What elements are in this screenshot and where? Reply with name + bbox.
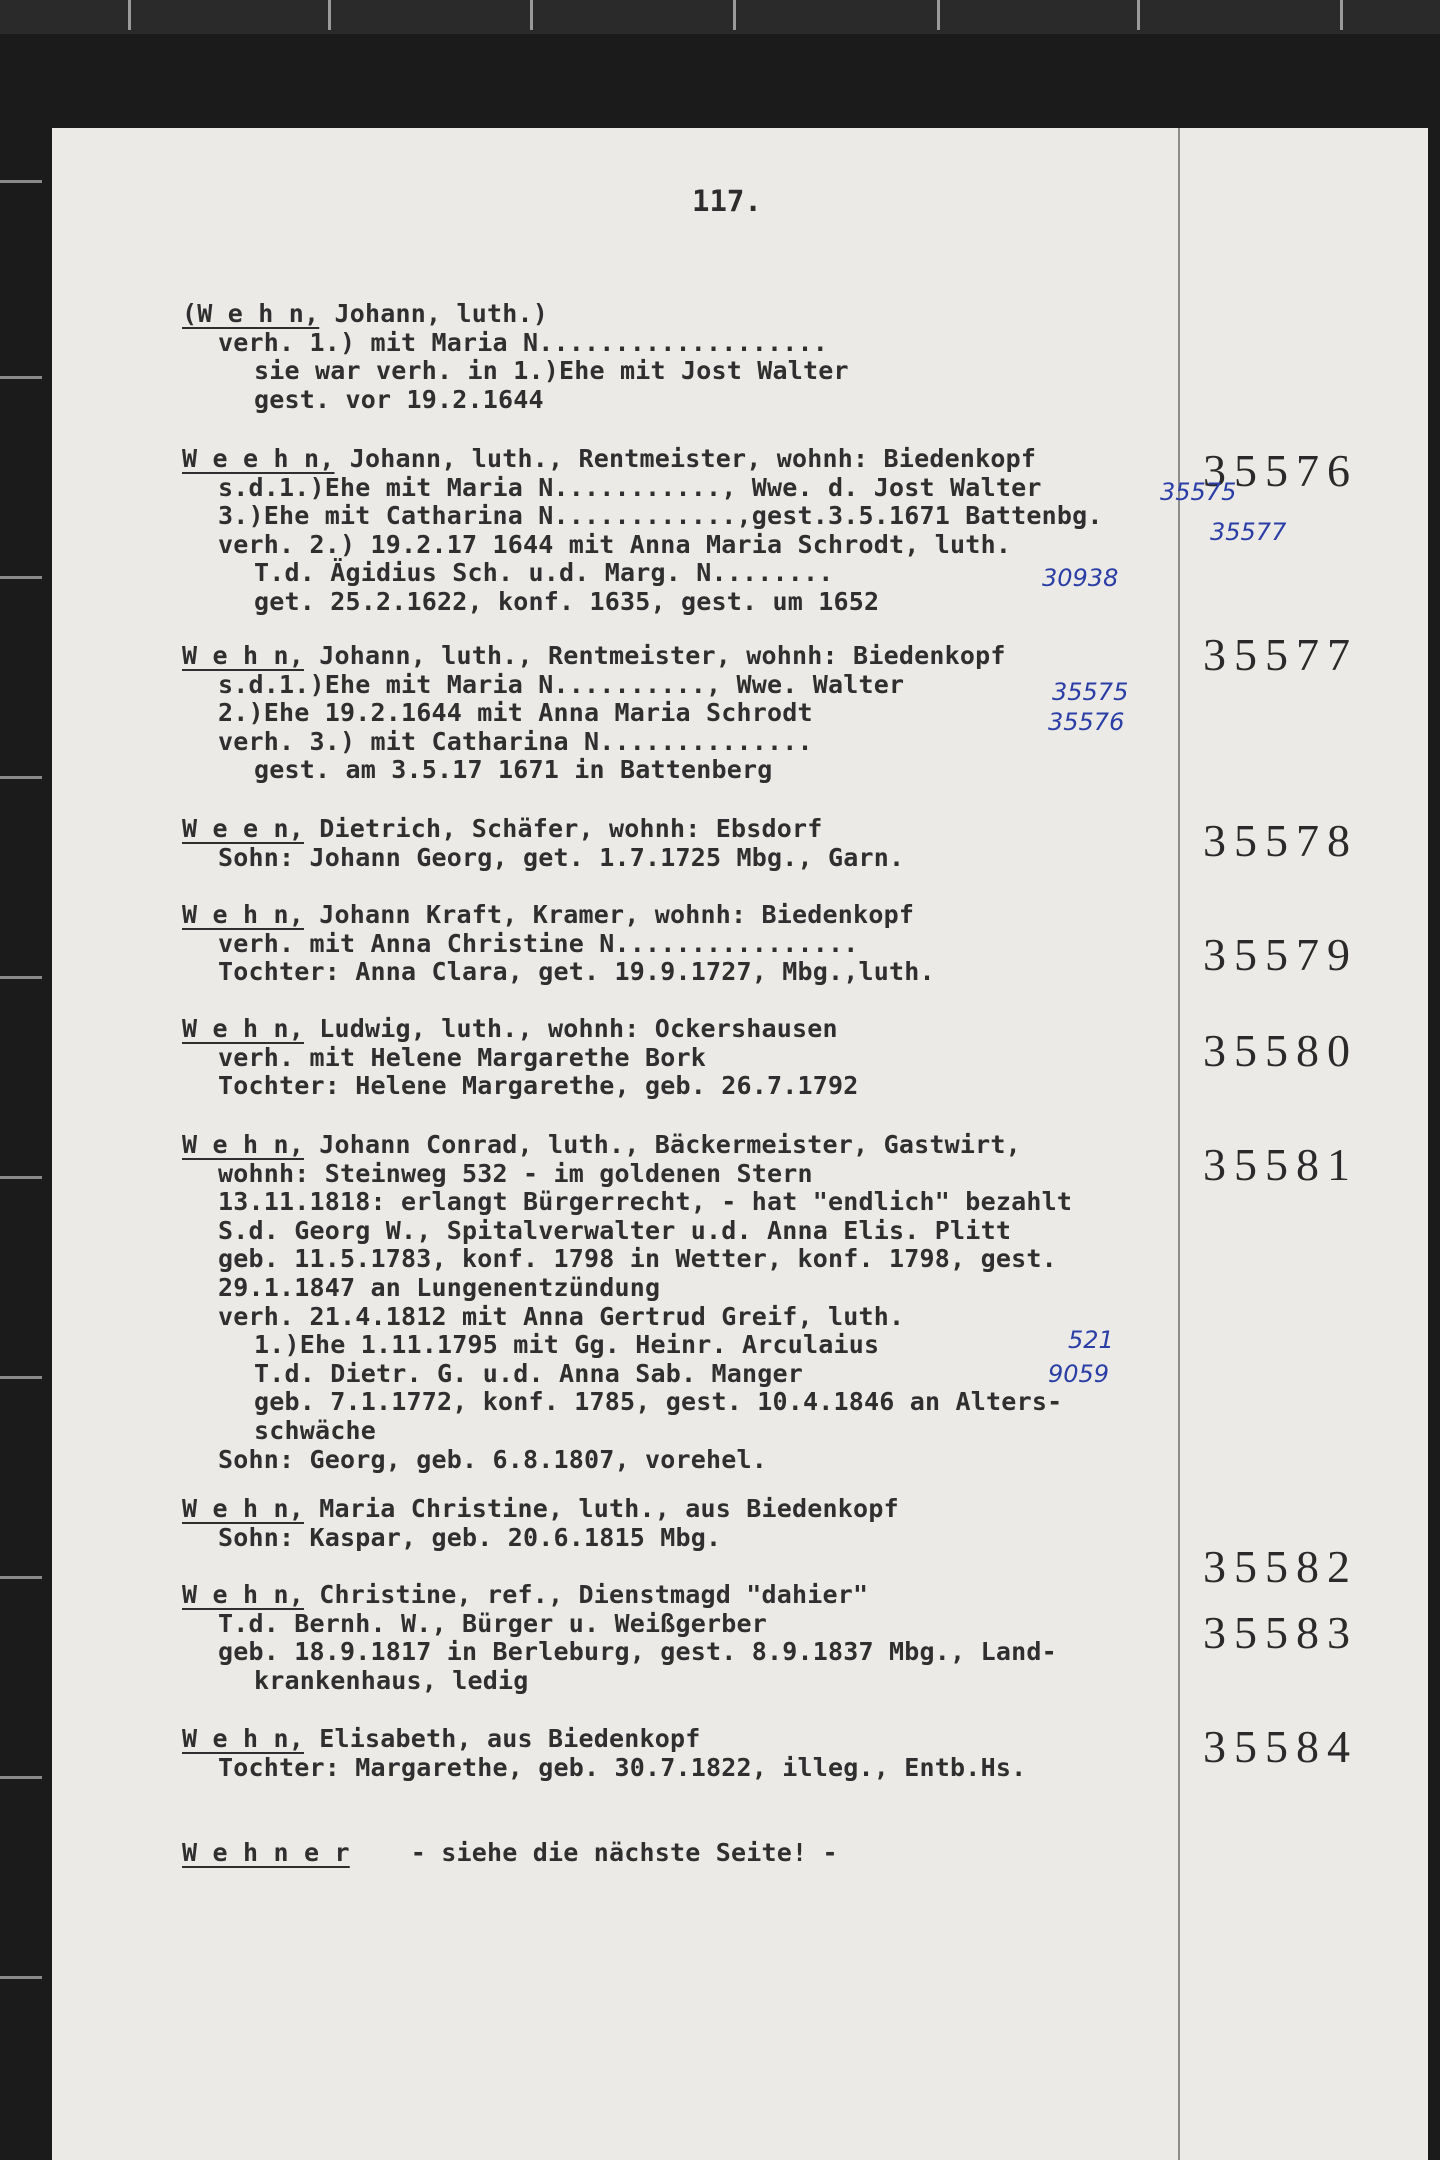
register-number: 35581 xyxy=(1203,1139,1358,1190)
register-entry xyxy=(182,1581,1272,1695)
entry-line: gest. am 3.5.17 1671 in Battenberg xyxy=(254,755,773,785)
film-tick xyxy=(530,0,533,30)
entry-line: geb. 7.1.1772, konf. 1785, gest. 10.4.1846 an Alters- xyxy=(254,1387,1063,1417)
film-tick xyxy=(128,0,131,30)
entry-surname: W e h n, xyxy=(182,641,305,670)
handwritten-note: 35577 xyxy=(1210,518,1287,546)
entry-headline xyxy=(182,300,1272,329)
entry-line: get. 25.2.1622, konf. 1635, gest. um 1652 xyxy=(254,586,880,616)
entry-text: - siehe die nächste Seite! - xyxy=(349,1838,838,1867)
register-number: 35576 xyxy=(1203,445,1358,496)
entry-surname: W e e h n, xyxy=(182,444,335,473)
entry-line: 3.)Ehe mit Catharina N............,gest.3.5.1671 Battenbg. xyxy=(218,501,1103,531)
handwritten-note: 35576 xyxy=(1048,708,1125,736)
film-mark xyxy=(0,1976,42,1979)
entry-headline xyxy=(182,642,1272,671)
register-entry xyxy=(182,815,1272,872)
film-mark xyxy=(0,1776,42,1779)
entry-line: Sohn: Kaspar, geb. 20.6.1815 Mbg. xyxy=(218,1522,722,1552)
entry-line: gest. vor 19.2.1644 xyxy=(254,384,544,414)
register-entry xyxy=(182,1131,1272,1474)
entry-surname: W e h n, xyxy=(182,1724,305,1753)
register-number: 35584 xyxy=(1203,1721,1358,1772)
film-mark xyxy=(0,1576,42,1579)
entry-line: S.d. Georg W., Spitalverwalter u.d. Anna Elis. Plitt xyxy=(218,1215,1012,1245)
film-strip-left xyxy=(0,130,50,2160)
entry-line: verh. 21.4.1812 mit Anna Gertrud Greif, luth. xyxy=(218,1301,905,1331)
register-number: 35582 xyxy=(1203,1541,1358,1592)
film-mark xyxy=(0,180,42,183)
entry-headline xyxy=(182,815,1272,844)
entry-surname: W e h n, xyxy=(182,1130,305,1159)
entry-line: T.d. Ägidius Sch. u.d. Marg. N........ xyxy=(254,558,834,588)
entry-line: 1.)Ehe 1.11.1795 mit Gg. Heinr. Arculaius xyxy=(254,1330,880,1360)
entry-line: Sohn: Georg, geb. 6.8.1807, vorehel. xyxy=(218,1444,768,1474)
handwritten-note: 35575 xyxy=(1160,478,1237,506)
entry-line: 2.)Ehe 19.2.1644 mit Anna Maria Schrodt xyxy=(218,698,813,728)
register-entry xyxy=(182,1015,1272,1101)
entry-line: T.d. Bernh. W., Bürger u. Weißgerber xyxy=(218,1608,768,1638)
register-entry xyxy=(182,1725,1272,1782)
entry-surname: W e e n, xyxy=(182,814,305,843)
entry-surname: W e h n, xyxy=(182,900,305,929)
entry-line: 13.11.1818: erlangt Bürgerrecht, - hat "endlich" bezahlt xyxy=(218,1187,1073,1217)
entry-text: Elisabeth, aus Biedenkopf xyxy=(304,1724,701,1753)
film-tick xyxy=(733,0,736,30)
entry-line: s.d.1.)Ehe mit Maria N..........., Wwe. d. Jost Walter xyxy=(218,472,1042,502)
register-number: 35579 xyxy=(1203,929,1358,980)
entry-text: Johann, luth., Rentmeister, wohnh: Biedenkopf xyxy=(304,641,1006,670)
entry-line: verh. 3.) mit Catharina N.............. xyxy=(218,726,813,756)
entry-headline xyxy=(182,1581,1272,1610)
film-mark xyxy=(0,776,42,779)
handwritten-note: 521 xyxy=(1068,1326,1114,1354)
entry-headline xyxy=(182,1839,1272,1868)
entry-headline xyxy=(182,1131,1272,1160)
film-tick xyxy=(1340,0,1343,30)
entry-surname: W e h n e r xyxy=(182,1838,350,1867)
entry-text: Johann, luth., Rentmeister, wohnh: Biedenkopf xyxy=(334,444,1037,473)
register-number: 35578 xyxy=(1203,815,1358,866)
entry-text: Maria Christine, luth., aus Biedenkopf xyxy=(304,1494,899,1523)
film-mark xyxy=(0,1176,42,1179)
entry-surname: W e h n, xyxy=(182,1494,305,1523)
entry-text: Christine, ref., Dienstmagd "dahier" xyxy=(304,1580,869,1609)
register-entry xyxy=(182,300,1272,414)
entry-surname: W e h n, xyxy=(182,1014,305,1043)
entry-headline xyxy=(182,1725,1272,1754)
entry-line: geb. 11.5.1783, konf. 1798 in Wetter, konf. 1798, gest. xyxy=(218,1244,1057,1274)
register-number: 35577 xyxy=(1203,629,1358,680)
register-number: 35583 xyxy=(1203,1607,1358,1658)
film-strip-top xyxy=(0,0,1440,34)
entry-line: T.d. Dietr. G. u.d. Anna Sab. Manger xyxy=(254,1358,804,1388)
entry-line: sie war verh. in 1.)Ehe mit Jost Walter xyxy=(254,356,849,386)
entry-line: krankenhaus, ledig xyxy=(254,1665,529,1695)
entry-text: Johann, luth.) xyxy=(319,299,549,328)
entry-surname: W e h n, xyxy=(182,1580,305,1609)
entry-headline xyxy=(182,901,1272,930)
entry-line: geb. 18.9.1817 in Berleburg, gest. 8.9.1837 Mbg., Land- xyxy=(218,1637,1057,1667)
entry-text: Johann Kraft, Kramer, wohnh: Biedenkopf xyxy=(304,900,915,929)
register-entry xyxy=(182,1495,1272,1552)
film-tick xyxy=(1137,0,1140,30)
entry-line: Tochter: Helene Margarethe, geb. 26.7.1792 xyxy=(218,1071,859,1101)
entry-headline xyxy=(182,445,1272,474)
film-mark xyxy=(0,576,42,579)
entry-line: verh. 2.) 19.2.17 1644 mit Anna Maria Schrodt, luth. xyxy=(218,529,1012,559)
entry-line: wohnh: Steinweg 532 - im goldenen Stern xyxy=(218,1158,813,1188)
entry-surname: (W e h n, xyxy=(182,299,320,328)
index-card-page xyxy=(52,128,1428,2160)
handwritten-note: 9059 xyxy=(1048,1360,1110,1388)
entry-text: Ludwig, luth., wohnh: Ockershausen xyxy=(304,1014,838,1043)
film-tick xyxy=(328,0,331,30)
register-entry xyxy=(182,901,1272,987)
film-mark xyxy=(0,976,42,979)
entry-headline xyxy=(182,1495,1272,1524)
page-number: 117. xyxy=(692,184,762,218)
entry-line: verh. mit Anna Christine N................ xyxy=(218,928,859,958)
film-tick xyxy=(937,0,940,30)
entry-line: verh. 1.) mit Maria N................... xyxy=(218,327,829,357)
entry-line: s.d.1.)Ehe mit Maria N.........., Wwe. Walter xyxy=(218,669,905,699)
film-mark xyxy=(0,376,42,379)
entry-line: verh. mit Helene Margarethe Bork xyxy=(218,1042,707,1072)
entry-line: Sohn: Johann Georg, get. 1.7.1725 Mbg., Garn. xyxy=(218,842,905,872)
handwritten-note: 35575 xyxy=(1052,678,1129,706)
entry-text: Dietrich, Schäfer, wohnh: Ebsdorf xyxy=(304,814,823,843)
film-mark xyxy=(0,1376,42,1379)
entry-line: Tochter: Margarethe, geb. 30.7.1822, illeg., Entb.Hs. xyxy=(218,1752,1027,1782)
entry-headline xyxy=(182,1015,1272,1044)
handwritten-note: 30938 xyxy=(1042,564,1119,592)
register-number: 35580 xyxy=(1203,1025,1358,1076)
entry-line: 29.1.1847 an Lungenentzündung xyxy=(218,1272,661,1302)
entry-text: Johann Conrad, luth., Bäckermeister, Gastwirt, xyxy=(304,1130,1021,1159)
see-next-page-note xyxy=(182,1839,1272,1868)
entry-line: Tochter: Anna Clara, get. 19.9.1727, Mbg.,luth. xyxy=(218,957,935,987)
entry-line: schwäche xyxy=(254,1415,377,1445)
